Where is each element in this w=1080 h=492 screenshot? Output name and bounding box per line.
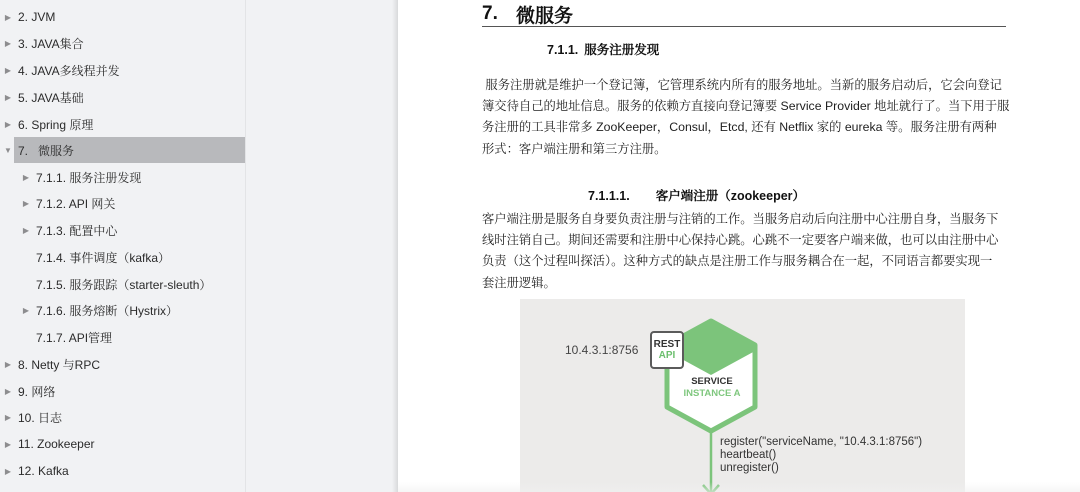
toc-item-config-center[interactable] (0, 218, 117, 242)
paragraph-line: 线时注销自己。期间还需要和注册中心保持心跳。心跳不一定要客户端来做，也可以由注册中心 (482, 233, 999, 248)
toc-item-service-tracing[interactable] (0, 272, 211, 296)
toc-item-jvm[interactable] (0, 5, 55, 29)
disclosure-collapsed-icon[interactable]: ▶ (4, 466, 12, 476)
toc-item-label: 7.1.3. 配置中心 (36, 223, 118, 238)
service-label: SERVICE (691, 376, 733, 387)
registry-calls (720, 436, 922, 475)
disclosure-collapsed-icon[interactable]: ▶ (22, 305, 30, 315)
toc-item-api-gateway[interactable] (0, 191, 115, 215)
toc-item-java-collections[interactable] (0, 31, 84, 55)
toc-item-logging[interactable] (0, 405, 62, 429)
subsection-title: 客户端注册（zookeeper） (655, 189, 806, 203)
section-heading (547, 40, 659, 58)
toc-item-label: 4. JAVA多线程并发 (18, 63, 120, 78)
paragraph-line: 务注册的工具非常多 ZooKeeper，Consul，Etcd, 还有 Netflix 家的 eureka 等。服务注册有两种 (482, 120, 997, 135)
disclosure-collapsed-icon[interactable]: ▶ (4, 38, 12, 48)
ip-address-label: 10.4.3.1:8756 (565, 343, 639, 357)
toc-item-label: 8. Netty 与RPC (18, 357, 101, 372)
chapter-title: 微服务 (516, 5, 574, 27)
instance-label: INSTANCE A (683, 388, 741, 399)
heartbeat-call: heartbeat() (720, 449, 777, 461)
toc-item-event-scheduling[interactable] (0, 245, 170, 269)
toc-item-label: 3. JAVA集合 (18, 36, 84, 51)
toc-sidebar (0, 0, 246, 492)
toc-item-zookeeper[interactable] (0, 432, 95, 456)
disclosure-collapsed-icon[interactable]: ▶ (4, 359, 12, 369)
toc-item-label: 7.1.5. 服务跟踪（starter-sleuth） (36, 277, 212, 292)
toc-item-java-concurrency[interactable] (0, 58, 120, 82)
toc-item-kafka[interactable] (0, 459, 69, 483)
disclosure-collapsed-icon[interactable]: ▶ (4, 386, 12, 396)
toc-item-label: 7. 微服务 (18, 143, 75, 158)
disclosure-collapsed-icon[interactable]: ▶ (22, 225, 30, 235)
paragraph-line: 簿交待自己的地址信息。服务的依赖方直接向登记簿要 Service Provider 地址就行了。当下用于服 (482, 99, 1010, 114)
toc-item-netty-rpc[interactable] (0, 352, 100, 376)
section-number: 7.1.1. (547, 43, 579, 57)
subsection-number: 7.1.1.1. (588, 189, 630, 203)
rest-label: REST (653, 339, 681, 350)
service-registration-diagram (520, 299, 965, 492)
chapter-heading (482, 2, 1006, 27)
service-instance-label (670, 376, 754, 400)
rest-api-badge (650, 331, 684, 369)
disclosure-collapsed-icon[interactable]: ▶ (4, 92, 12, 102)
document-page[interactable] (398, 0, 1080, 492)
chapter-number: 7. (482, 3, 498, 24)
toc-item-label: 7.1.1. 服务注册发现 (36, 170, 142, 185)
disclosure-collapsed-icon[interactable]: ▶ (4, 65, 12, 75)
disclosure-collapsed-icon[interactable]: ▶ (22, 198, 30, 208)
toc-item-microservices[interactable] (0, 138, 74, 162)
toc-item-label: 7.1.6. 服务熔断（Hystrix） (36, 303, 179, 318)
unregister-call: unregister() (720, 462, 779, 474)
disclosure-collapsed-icon[interactable]: ▶ (4, 119, 12, 129)
viewer-gutter (247, 0, 398, 492)
toc-item-network[interactable] (0, 379, 55, 403)
toc-item-service-discovery[interactable] (0, 165, 141, 189)
paragraph-line: 套注册逻辑。 (482, 275, 556, 290)
paragraph-line: 负责（这个过程叫探活）。这种方式的缺点是注册工作与服务耦合在一起，不同语言都要实现一 (482, 254, 993, 269)
disclosure-expanded-icon[interactable]: ▼ (4, 145, 12, 155)
toc-item-java-basics[interactable] (0, 85, 84, 109)
disclosure-collapsed-icon[interactable]: ▶ (4, 12, 12, 22)
paragraph-line: 形式：客户端注册和第三方注册。 (482, 141, 667, 156)
paragraph-line: 客户端注册是服务自身要负责注册与注销的工作。当服务启动后向注册中心注册自身，当服务下 (482, 212, 999, 226)
paragraph-client-registration (482, 209, 1008, 294)
section-title: 服务注册发现 (584, 43, 660, 57)
toc-item-label: 12. Kafka (18, 464, 69, 478)
toc-item-label: 10. 日志 (18, 410, 63, 425)
api-label: API (658, 350, 676, 361)
paragraph-service-registry (482, 75, 1008, 160)
toc-item-label: 6. Spring 原理 (18, 117, 94, 132)
toc-item-circuit-breaker[interactable] (0, 298, 178, 322)
toc-item-label: 2. JVM (18, 10, 56, 24)
toc-item-label: 5. JAVA基础 (18, 90, 84, 105)
subsection-heading (588, 186, 805, 204)
toc-item-label: 9. 网络 (18, 384, 56, 399)
paragraph-line: 服务注册就是维护一个登记簿，它管理系统内所有的服务地址。当新的服务启动后，它会向登记 (482, 78, 1002, 92)
toc-item-label: 7.1.7. API管理 (36, 330, 113, 345)
disclosure-collapsed-icon[interactable]: ▶ (4, 439, 12, 449)
toc-item-label: 7.1.4. 事件调度（kafka） (36, 250, 171, 265)
register-call: register("serviceName, "10.4.3.1:8756") (720, 436, 923, 448)
disclosure-collapsed-icon[interactable]: ▶ (22, 172, 30, 182)
toc-item-label: 11. Zookeeper (18, 437, 95, 451)
disclosure-collapsed-icon[interactable]: ▶ (4, 412, 12, 422)
toc-item-api-management[interactable] (0, 325, 112, 349)
toc-item-spring[interactable] (0, 112, 93, 136)
page-bottom-edge (398, 482, 1080, 492)
toc-item-label: 7.1.2. API 网关 (36, 196, 116, 211)
